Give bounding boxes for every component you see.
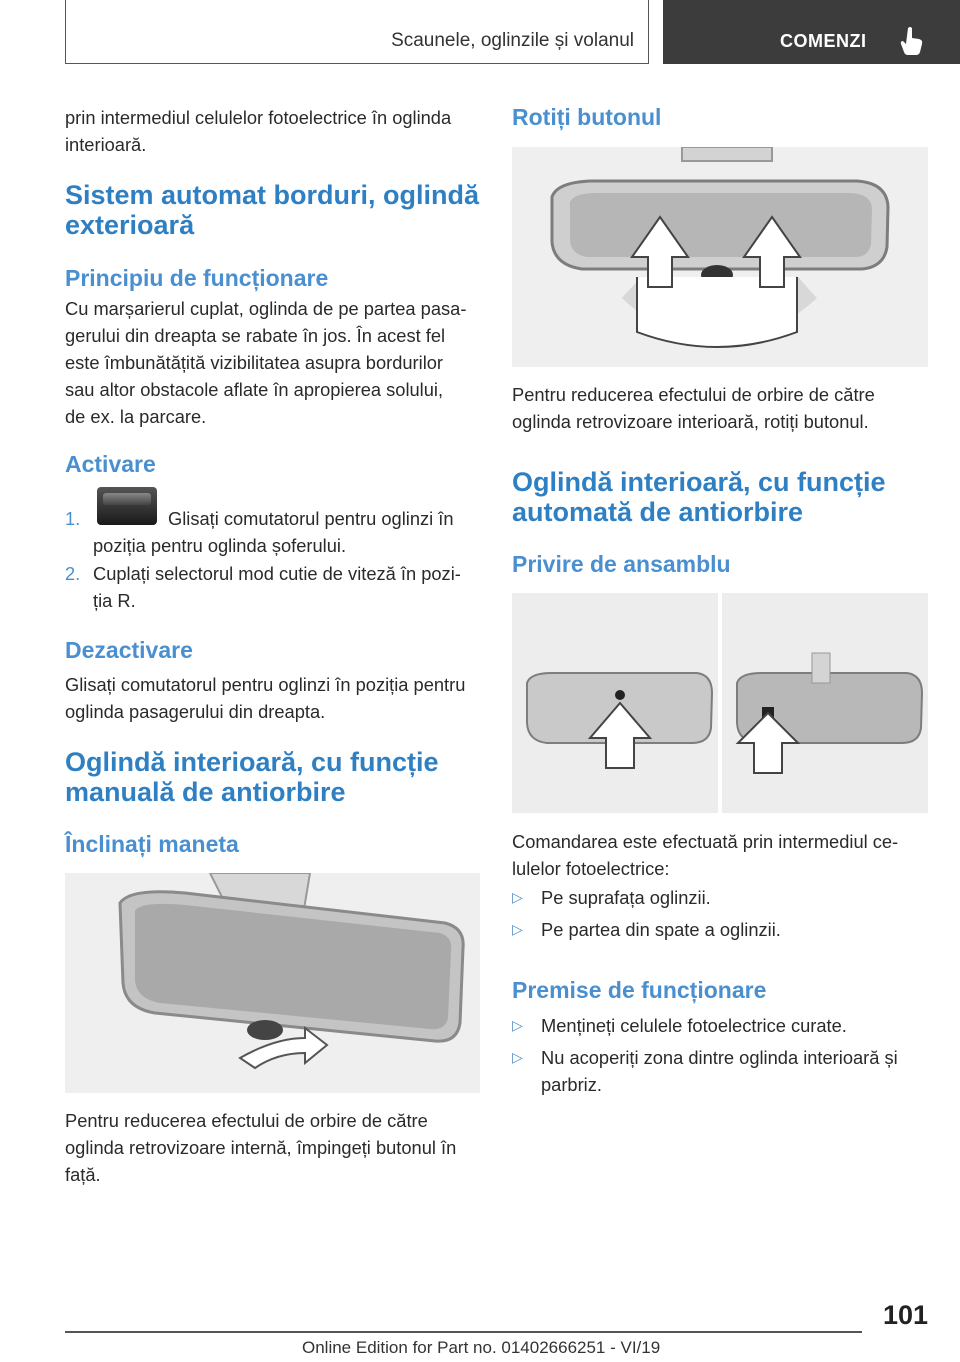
heading-manual-dim-2: manuală de antiorbire — [65, 777, 346, 807]
heading-auto-curb-1: Sistem automat borduri, oglindă — [65, 180, 480, 210]
step2-line-2: ția R. — [93, 590, 136, 611]
heading-premises: Premise de funcționare — [512, 977, 767, 1003]
heading-principle: Principiu de funcționare — [65, 265, 329, 291]
bullet-item: Pe suprafața oglinzii. — [541, 887, 711, 908]
rotate-line: oglinda retrovizoare interioară, rotiți butonul. — [512, 411, 869, 432]
principle-line: Cu marșarierul cuplat, oglinda de pe partea pasa- — [65, 298, 467, 319]
principle-line: sau altor obstacole aflate în apropierea solului, — [65, 379, 444, 400]
deactivate-line-2: oglinda pasagerului din dreapta. — [65, 701, 326, 722]
heading-overview: Privire de ansamblu — [512, 551, 731, 577]
figure-overview — [512, 593, 928, 813]
footer-divider — [65, 1331, 862, 1333]
tilt-line: oglinda retrovizoare internă, împingeți butonul în — [65, 1137, 457, 1158]
chapter-tab-label: COMENZI — [780, 31, 867, 51]
chapter-tab[interactable] — [663, 0, 960, 64]
rotate-line: Pentru reducerea efectului de orbire de către — [512, 384, 875, 405]
heading-auto-curb-2: exterioară — [65, 210, 195, 240]
tilt-line: Pentru reducerea efectului de orbire de către — [65, 1110, 428, 1131]
heading-rotate-knob: Rotiți butonul — [512, 104, 662, 130]
deactivate-line-1: Glisați comutatorul pentru oglinzi în poziția pentru — [65, 674, 466, 695]
edition-note: Online Edition for Part no. 01402666251 - VI/19 — [302, 1338, 661, 1357]
step1-line-1: Glisați comutatorul pentru oglinzi în — [168, 508, 454, 529]
principle-line: de ex. la parcare. — [65, 406, 207, 427]
step-number: 1. — [65, 508, 81, 529]
step-number: 2. — [65, 563, 81, 584]
bullet-triangle-icon: ▷ — [512, 921, 523, 937]
bullet-item-continuation: parbriz. — [541, 1074, 602, 1095]
header-title-box — [65, 0, 649, 64]
section-title: Scaunele, oglinzile și volanul — [391, 30, 634, 51]
bullet-triangle-icon: ▷ — [512, 889, 523, 905]
bullet-item: Mențineți celulele fotoelectrice curate. — [541, 1015, 847, 1036]
heading-activate: Activare — [65, 451, 156, 477]
hand-pointer-icon — [899, 26, 925, 56]
mirror-switch-icon — [97, 487, 157, 525]
figure-tilt-lever — [65, 873, 480, 1093]
control-line: lulelor fotoelectrice: — [512, 858, 670, 879]
bullet-triangle-icon: ▷ — [512, 1017, 523, 1033]
principle-line: este îmbunătățită vizibilitatea asupra bordurilor — [65, 352, 444, 373]
heading-deactivate: Dezactivare — [65, 637, 193, 663]
heading-auto-dim-1: Oglindă interioară, cu funcție — [512, 467, 886, 497]
page-number: 101 — [883, 1300, 929, 1330]
principle-line: gerului din dreapta se rabate în jos. În acest fel — [65, 325, 446, 346]
heading-tilt-lever: Înclinați maneta — [65, 831, 239, 857]
bullet-item: Pe partea din spate a oglinzii. — [541, 919, 781, 940]
heading-auto-dim-2: automată de antiorbire — [512, 497, 804, 527]
tilt-line: față. — [65, 1164, 101, 1185]
step1-line-2: poziția pentru oglinda șoferului. — [93, 535, 347, 556]
intro-line-1: prin intermediul celulelor fotoelectrice în oglinda — [65, 107, 452, 128]
step2-line-1: Cuplați selectorul mod cutie de viteză în pozi- — [93, 563, 461, 584]
bullet-triangle-icon: ▷ — [512, 1049, 523, 1065]
bullet-item: Nu acoperiți zona dintre oglinda interioară și — [541, 1047, 898, 1068]
figure-rotate-knob — [512, 147, 928, 367]
control-line: Comandarea este efectuată prin intermediul ce- — [512, 831, 899, 852]
intro-line-2: interioară. — [65, 134, 147, 155]
heading-manual-dim-1: Oglindă interioară, cu funcție — [65, 747, 439, 777]
